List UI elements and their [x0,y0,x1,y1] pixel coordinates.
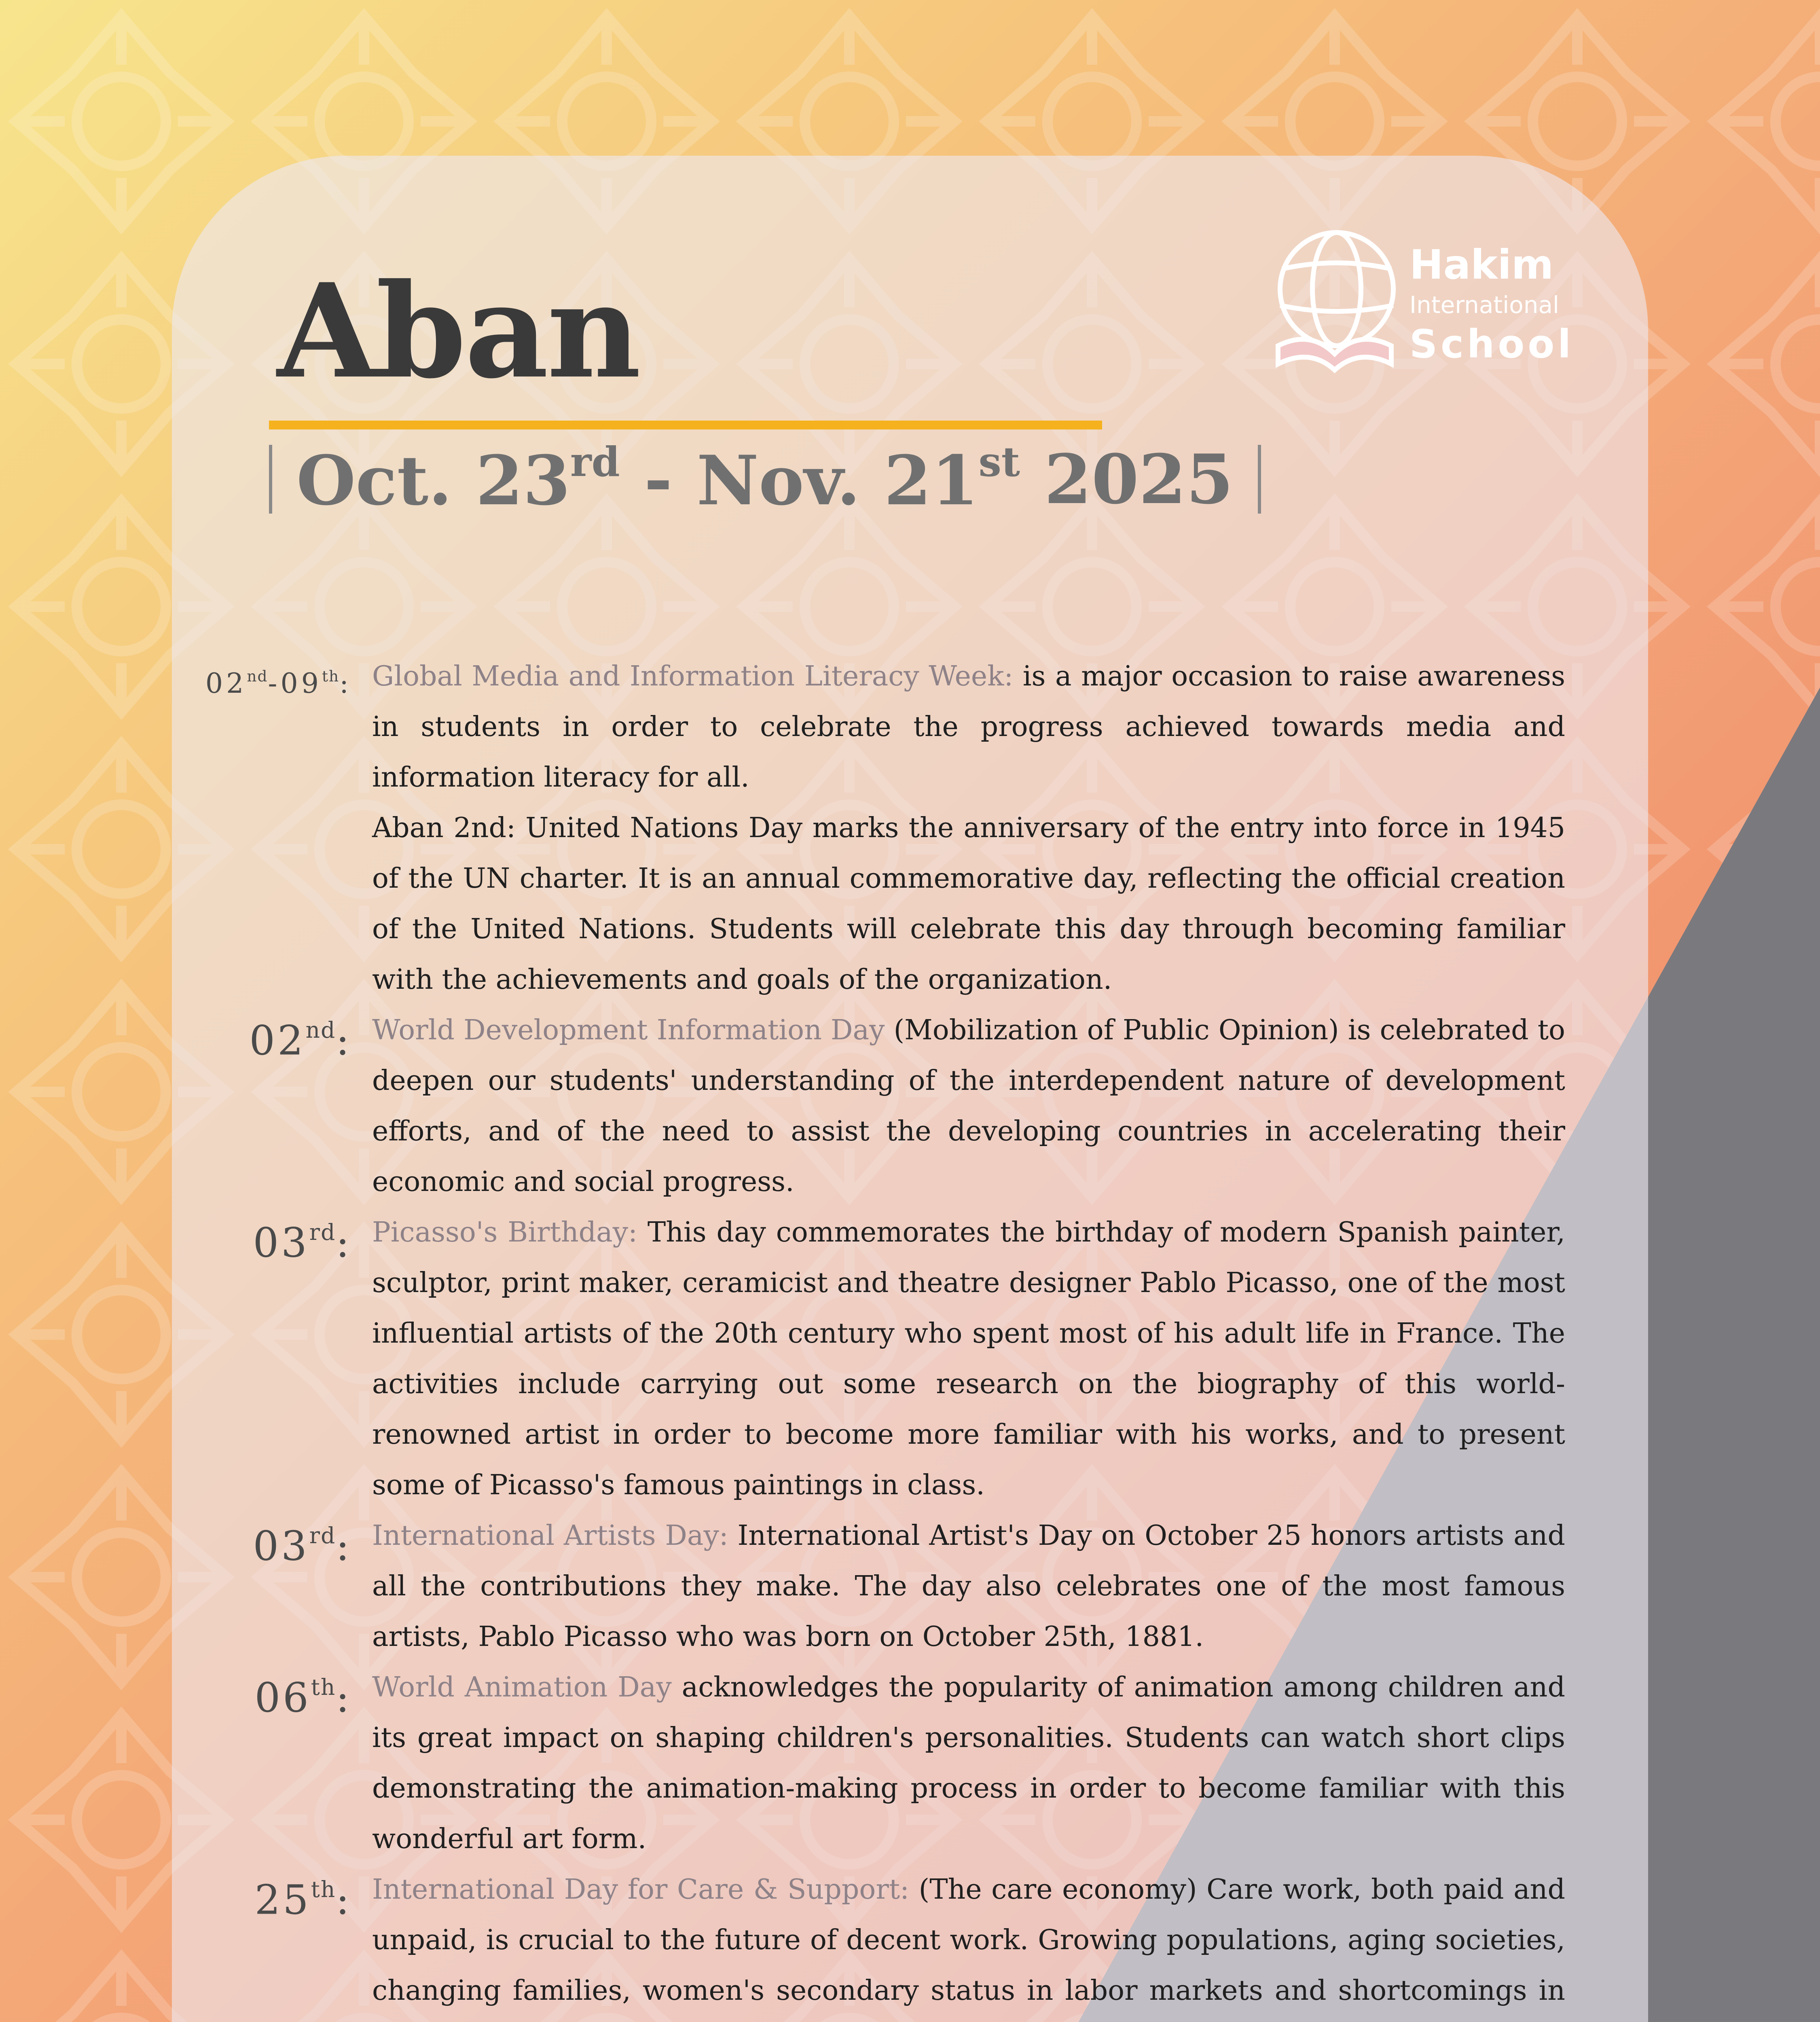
event-title: International Artists Day: [372,1520,728,1552]
event-item [174,1864,1565,2022]
event-description: (The care economy) Care work, both paid and unpaid, is crucial to the future of decent work. Growing populations, aging societies, changing families, women's secondary status in labor markets and shortcomings in [372,1874,1566,2007]
event-title: Global Media and Information Literacy Week: [372,660,1014,692]
event-title: International Day for Care & Support: [372,1874,910,1906]
date-range-end: Nov. 21st [696,438,1020,520]
event-item [174,1510,1565,1662]
event-date: 02nd-09th: [205,667,352,700]
date-range-left-bar [269,445,272,514]
event-list [174,651,1565,2022]
event-item [174,1005,1565,1207]
title-underline [269,421,1102,429]
event-description: acknowledges the popularity of animation among children and its great impact on shaping children's personalities. Students can watch short clips demonstrating the animation-making process in order to become familiar with this wonderful art form. [372,1671,1565,1855]
page-title: Aban [277,256,640,407]
event-title: Picasso's Birthday: [372,1216,638,1248]
event-description: International Artist's Day on October 25 honors artists and all the contributions they make. The day also celebrates one of the most famous artists, Pablo Picasso who was born on October 25th, 1881. [372,1520,1565,1653]
event-date: 06th: [254,1674,352,1722]
event-extra-note: Aban 2nd: United Nations Day marks the anniversary of the entry into force in 1945 of the UN charter. It is an annual commemorative day, reflecting the official creation of the United Nations. Students will celebrate this day through becoming familiar with the achievements and goals of the organization. [372,812,1565,996]
event-item [174,651,1565,1005]
event-title: World Development Information Day [372,1014,885,1046]
event-title: World Animation Day [372,1671,672,1703]
logo-text: Hakim International School [1409,241,1575,367]
date-range-start: Oct. 23rd [296,438,620,520]
event-description: is a major occasion to raise awareness in students in order to celebrate the progress achieved towards media and information literacy for all. [372,660,1565,793]
event-date: 03rd: [253,1219,352,1267]
event-item [174,1207,1565,1510]
event-description: This day commemorates the birthday of modern Spanish painter, sculptor, print maker, ceramicist and theatre designer Pablo Picasso, one of the most influential artists of the 20th century who spent most of his adult life in France. The activities include carrying out some research on the biography of this world-renowned artist in order to become more familiar with his works, and to present some of Picasso's famous paintings in class. [372,1216,1565,1501]
event-date: 25th: [254,1876,352,1924]
date-range [269,438,1261,520]
globe-book-icon [1266,224,1403,374]
date-range-right-bar [1258,445,1261,514]
event-date: 02nd: [249,1017,352,1064]
date-range-separator: - [644,439,673,519]
event-description: (Mobilization of Public Opinion) is celebrated to deepen our students' understanding of the interdependent nature of development efforts, and of the need to assist the developing countries in accelerating their economic and social progress. [372,1014,1565,1198]
school-logo [1266,224,1575,378]
date-range-year: 2025 [1044,439,1234,519]
event-date: 03rd: [253,1522,352,1570]
event-item [174,1662,1565,1864]
